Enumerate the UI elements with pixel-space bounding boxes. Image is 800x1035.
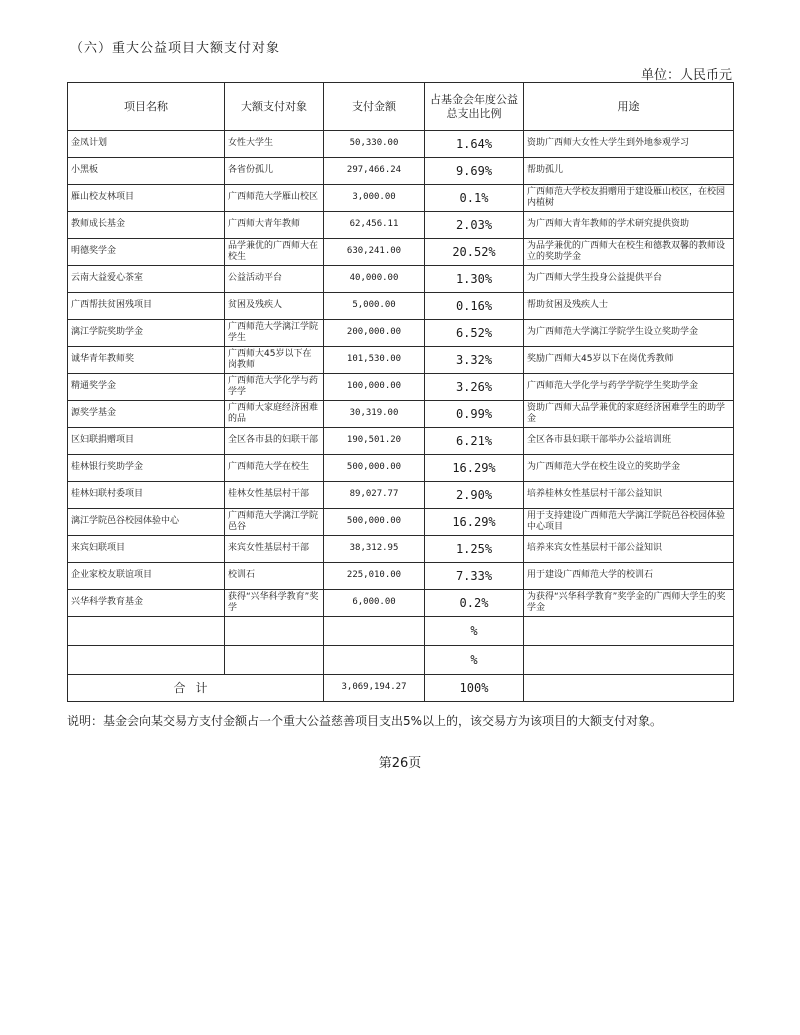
use-cell: 帮助贫困及残疾人士	[524, 293, 734, 320]
ratio-cell: 2.03%	[425, 212, 524, 239]
table-row	[68, 320, 734, 347]
amount-cell: 50,330.00	[324, 131, 425, 158]
table-row	[68, 590, 734, 617]
use-cell: 用于建设广西师范大学的校训石	[524, 563, 734, 590]
table-header-row	[68, 83, 734, 131]
project-name-cell: 金凤计划	[68, 131, 225, 158]
empty-row	[68, 617, 734, 646]
amount-cell: 38,312.95	[324, 536, 425, 563]
use-cell: 为获得“兴华科学教育”奖学金的广西师大学生的奖学金	[524, 590, 734, 617]
payment-target-cell: 公益活动平台	[225, 266, 324, 293]
use-cell: 培养来宾女性基层村干部公益知识	[524, 536, 734, 563]
ratio-cell: %	[425, 617, 524, 646]
table-row	[68, 158, 734, 185]
use-cell: 为广西师范大学在校生设立的奖助学金	[524, 455, 734, 482]
empty-row	[68, 646, 734, 675]
use-cell: 帮助孤儿	[524, 158, 734, 185]
table-row	[68, 374, 734, 401]
ratio-cell: 16.29%	[425, 455, 524, 482]
payment-target-cell: 各省份孤儿	[225, 158, 324, 185]
amount-cell: 30,319.00	[324, 401, 425, 428]
amount-cell: 297,466.24	[324, 158, 425, 185]
ratio-cell: 2.90%	[425, 482, 524, 509]
use-cell: 资助广西师大女性大学生到外地参观学习	[524, 131, 734, 158]
payment-target-cell: 广西师范大学化学与药学学	[225, 374, 324, 401]
payment-target-cell: 桂林女性基层村干部	[225, 482, 324, 509]
project-name-cell: 区妇联捐赠项目	[68, 428, 225, 455]
ratio-cell: 16.29%	[425, 509, 524, 536]
project-name-cell: 源奖学基金	[68, 401, 225, 428]
header-payment-target: 大额支付对象	[225, 83, 324, 131]
use-cell: 为品学兼优的广西师大在校生和德教双馨的教师设立的奖助学金	[524, 239, 734, 266]
table-row	[68, 131, 734, 158]
amount-cell: 40,000.00	[324, 266, 425, 293]
amount-cell: 101,530.00	[324, 347, 425, 374]
payment-target-cell: 广西师大青年教师	[225, 212, 324, 239]
use-cell: 培养桂林女性基层村干部公益知识	[524, 482, 734, 509]
ratio-cell: 6.21%	[425, 428, 524, 455]
payment-target-cell: 女性大学生	[225, 131, 324, 158]
payment-target-cell: 广西师范大学漓江学院邑谷	[225, 509, 324, 536]
amount-cell: 89,027.77	[324, 482, 425, 509]
ratio-cell: 7.33%	[425, 563, 524, 590]
project-name-cell: 小黑板	[68, 158, 225, 185]
project-name-cell	[68, 646, 225, 675]
project-name-cell: 漓江学院奖助学金	[68, 320, 225, 347]
amount-cell: 3,000.00	[324, 185, 425, 212]
ratio-cell: 1.25%	[425, 536, 524, 563]
payment-target-cell: 校训石	[225, 563, 324, 590]
use-cell: 广西师范大学化学与药学学院学生奖助学金	[524, 374, 734, 401]
payment-target-cell	[225, 617, 324, 646]
table-row	[68, 482, 734, 509]
table-row	[68, 266, 734, 293]
ratio-cell: 0.2%	[425, 590, 524, 617]
project-name-cell: 桂林银行奖助学金	[68, 455, 225, 482]
footnote: 说明：基金会向某交易方支付金额占一个重大公益慈善项目支出5%以上的，该交易方为该项目的大额支付对象。	[67, 714, 663, 728]
ratio-cell: 6.52%	[425, 320, 524, 347]
amount-cell: 225,010.00	[324, 563, 425, 590]
project-name-cell: 精通奖学金	[68, 374, 225, 401]
table-row	[68, 185, 734, 212]
project-name-cell: 云南大益爱心茶室	[68, 266, 225, 293]
payment-target-cell: 贫困及残疾人	[225, 293, 324, 320]
page-number: 第26页	[378, 756, 422, 771]
amount-cell: 630,241.00	[324, 239, 425, 266]
amount-cell	[324, 617, 425, 646]
use-cell: 为广西师范大学漓江学院学生设立奖助学金	[524, 320, 734, 347]
amount-cell: 190,501.20	[324, 428, 425, 455]
amount-cell: 5,000.00	[324, 293, 425, 320]
payment-target-cell: 广西师范大学漓江学院学生	[225, 320, 324, 347]
payment-target-cell: 广西师范大学雁山校区	[225, 185, 324, 212]
project-name-cell: 广西帮扶贫困残项目	[68, 293, 225, 320]
payment-target-cell: 广西师大45岁以下在岗教师	[225, 347, 324, 374]
table-row	[68, 347, 734, 374]
amount-cell: 6,000.00	[324, 590, 425, 617]
header-use: 用途	[524, 83, 734, 131]
project-name-cell: 企业家校友联谊项目	[68, 563, 225, 590]
use-cell	[524, 617, 734, 646]
payment-target-cell	[225, 646, 324, 675]
ratio-cell: 3.32%	[425, 347, 524, 374]
table-row	[68, 536, 734, 563]
ratio-cell: 9.69%	[425, 158, 524, 185]
amount-cell: 200,000.00	[324, 320, 425, 347]
total-row	[68, 675, 734, 702]
amount-cell: 500,000.00	[324, 455, 425, 482]
project-name-cell: 来宾妇联项目	[68, 536, 225, 563]
amount-cell: 500,000.00	[324, 509, 425, 536]
use-cell: 奖励广西师大45岁以下在岗优秀教师	[524, 347, 734, 374]
ratio-cell: 20.52%	[425, 239, 524, 266]
ratio-cell: 0.99%	[425, 401, 524, 428]
total-label: 合计	[68, 675, 324, 702]
project-name-cell	[68, 617, 225, 646]
header-project-name: 项目名称	[68, 83, 225, 131]
amount-cell: 62,456.11	[324, 212, 425, 239]
project-name-cell: 漓江学院邑谷校园体验中心	[68, 509, 225, 536]
header-payment-amount: 支付金额	[324, 83, 425, 131]
table-body	[68, 131, 734, 702]
payment-target-cell: 来宾女性基层村干部	[225, 536, 324, 563]
payment-target-cell: 品学兼优的广西师大在校生	[225, 239, 324, 266]
table-row	[68, 212, 734, 239]
project-name-cell: 兴华科学教育基金	[68, 590, 225, 617]
use-cell	[524, 675, 734, 702]
project-name-cell: 明德奖学金	[68, 239, 225, 266]
project-name-cell: 桂林妇联村委项目	[68, 482, 225, 509]
table-row	[68, 401, 734, 428]
payment-target-cell: 广西师范大学在校生	[225, 455, 324, 482]
header-ratio: 占基金会年度公益总支出比例	[425, 83, 524, 131]
ratio-cell: 1.30%	[425, 266, 524, 293]
amount-cell	[324, 646, 425, 675]
project-name-cell: 教师成长基金	[68, 212, 225, 239]
use-cell: 用于支持建设广西师范大学漓江学院邑谷校园体验中心项目	[524, 509, 734, 536]
ratio-cell: 0.1%	[425, 185, 524, 212]
currency-unit: 单位：人民币元	[640, 68, 732, 83]
payment-target-cell: 全区各市县的妇联干部	[225, 428, 324, 455]
table-row	[68, 509, 734, 536]
use-cell	[524, 646, 734, 675]
payment-table	[67, 82, 734, 702]
payment-target-cell: 获得“兴华科学教育”奖学	[225, 590, 324, 617]
ratio-cell: 1.64%	[425, 131, 524, 158]
ratio-cell: 0.16%	[425, 293, 524, 320]
use-cell: 为广西师大青年教师的学术研究提供资助	[524, 212, 734, 239]
total-ratio: 100%	[425, 675, 524, 702]
use-cell: 资助广西师大品学兼优的家庭经济困难学生的助学金	[524, 401, 734, 428]
table-row	[68, 293, 734, 320]
table-row	[68, 563, 734, 590]
payment-target-cell: 广西师大家庭经济困难的品	[225, 401, 324, 428]
table-row	[68, 428, 734, 455]
use-cell: 广西师范大学校友捐赠用于建设雁山校区，在校园内植树	[524, 185, 734, 212]
total-amount: 3,069,194.27	[324, 675, 425, 702]
table-row	[68, 239, 734, 266]
table-row	[68, 455, 734, 482]
use-cell: 全区各市县妇联干部举办公益培训班	[524, 428, 734, 455]
project-name-cell: 雁山校友林项目	[68, 185, 225, 212]
ratio-cell: 3.26%	[425, 374, 524, 401]
section-title: （六）重大公益项目大额支付对象	[70, 41, 281, 56]
project-name-cell: 诚华青年教师奖	[68, 347, 225, 374]
amount-cell: 100,000.00	[324, 374, 425, 401]
use-cell: 为广西师大学生投身公益提供平台	[524, 266, 734, 293]
ratio-cell: %	[425, 646, 524, 675]
